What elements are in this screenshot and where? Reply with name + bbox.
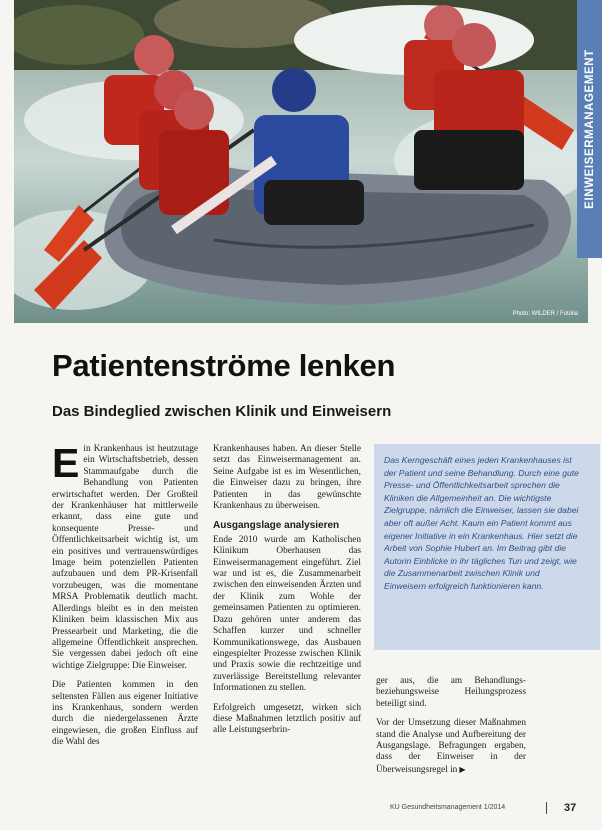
section-subheading: Ausgangslage analysieren: [213, 520, 340, 532]
drop-cap: E: [52, 440, 80, 486]
article-subtitle: Das Bindeglied zwischen Klinik und Einweisern: [52, 403, 392, 420]
teaser-box: [374, 444, 600, 650]
paragraph: ger aus, die am Behandlungs- beziehungsweise Heilungsprozess beteiligt sind.: [376, 676, 526, 709]
paragraph-text: in Krankenhaus ist heutzutage ein Wirtschaftsbetrieb, dessen Stammaufgabe durch die Behandlung von Patienten erwirtschaftet werden. Der Großteil der Krankenhäuser hat mittlerweile erkannt, dass eine gute und konsequente Presse- und Öffentlichkeitsarbeit wichtig ist, um ein positives und vertrauenswürdiges Image beim potenziellen Patienten aufzubauen und dem PR-Krisenfall vorzubeugen, was die momentane MRSA Problematik deutlich macht. Allerdings bleibt es in den meisten Kliniken beim klassischen Mix aus Pressearbeit und Marketing, die die allgemeine Öffentlichkeit ansprechen. Sie vergessen dabei jedoch oft eine wichtige Zielgruppe: Die Einweiser.: [52, 444, 198, 671]
teaser-text: Das Kerngeschäft eines jeden Krankenhauses ist der Patient und seine Behandlung. Durch eine gute Presse- und Öffentlichkeitsarbeit sprechen die Kliniken die Allgemeinheit an. Die wichtigste Zielgruppe, nämlich die Einweiser, lassen sie dabei aber oft außer Acht. Kaum ein Patient kommt aus eigener Initiative in ein Krankenhaus. Hier setzt die Arbeit von Sophie Hubert an. Im Beitrag gibt die Autorin Einblicke in ihr tägliches Tun und zeigt, wie die Zusammenarbeit zwischen Klinik und Einweisern erfolgreich funktionieren kann.: [384, 455, 579, 591]
page-number: 37: [564, 802, 577, 814]
paragraph: Die Patienten kommen in den seltensten Fällen aus eigener Initiative ins Krankenhaus, sondern werden durch die niedergelassenen Ärzte eingewiesen, die großen Einfluss auf die Wahl des: [52, 680, 198, 748]
continue-arrow-icon: ▶: [459, 764, 466, 774]
article-title: Patientenströme lenken: [52, 348, 396, 383]
section-label: EINWEISERMANAGEMENT: [583, 49, 596, 209]
section-side-tab: [577, 0, 602, 258]
text-column-1: [52, 440, 198, 757]
paragraph: Erfolgreich umgesetzt, wirken sich diese Maßnahmen letztlich positiv auf alle Leistungserbrin-: [213, 702, 361, 736]
rafting-photo: [14, 0, 588, 323]
paragraph-text: Vor der Umsetzung dieser Maßnahmen stand die Analyse und Aufbereitung der Ausgangslage. Befragungen ergaben, dass der Einweiser in der Überweisungsregel in: [376, 718, 526, 775]
paragraph: Krankenhauses haben. An dieser Stelle setzt das Einweisermanagement an. Seine Aufgabe ist es im Wesentlichen, die Einweiser dazu zu bringen, ihre Patienten in das gewünschte Krankenhaus zu überweisen.: [213, 444, 361, 512]
paragraph: [376, 718, 526, 776]
paragraph: [52, 440, 198, 672]
magazine-source: KU Gesundheitsmanagement 1/2014: [390, 804, 506, 811]
photo-credit: Photo: WILDER / Fotolia: [512, 311, 578, 317]
footer-divider: [546, 802, 547, 814]
text-column-3: [376, 676, 526, 784]
text-column-2: [213, 444, 361, 745]
paragraph: Ende 2010 wurde am Katholischen Klinikum Oberhausen das Einweisermanagement eingeführt. Ziel war und ist es, die Zusammenarbeit zwischen den einweisenden Ärzten und der Klinik zum Wohle der gemeinsamen Patienten zu optimieren. Dazu gehören unter anderem das Schaffen kurzer und schneller Kommunikationswege, das Ausbauen eingespielter Prozesse zwischen Klinik und Praxis sowie die rechtzeitige und zuverlässige Bereitstellung relevanter Informationen zu stellen.: [213, 534, 361, 694]
